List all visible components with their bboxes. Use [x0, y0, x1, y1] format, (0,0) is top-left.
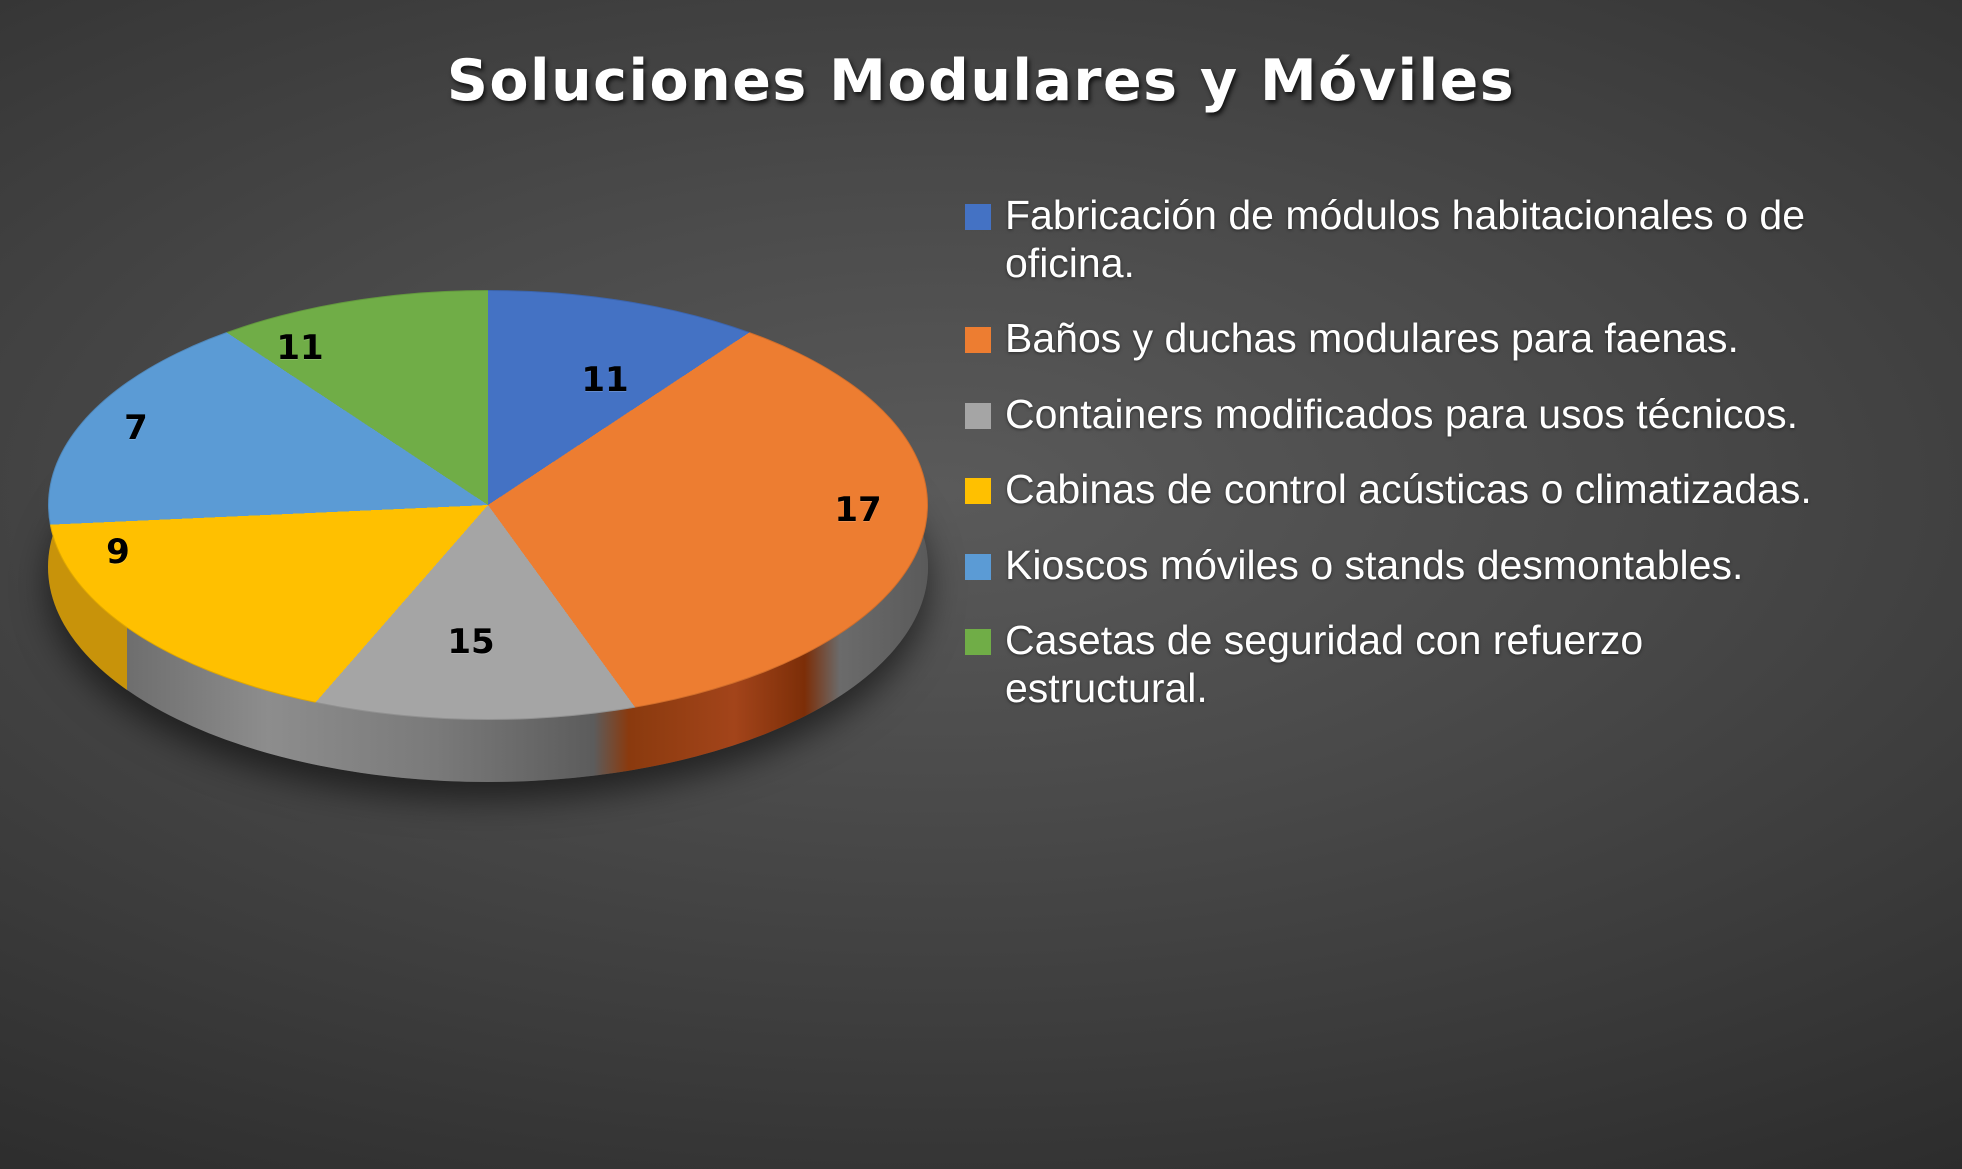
legend-item[interactable]	[965, 391, 1865, 439]
legend-swatch-icon	[965, 204, 991, 230]
legend-item-label: Baños y duchas modulares para faenas.	[1005, 315, 1739, 362]
chart-legend	[965, 192, 1865, 740]
slice-label-3: 9	[106, 532, 130, 572]
slice-label-2: 15	[447, 622, 495, 662]
slice-label-0: 11	[581, 360, 629, 400]
legend-item-label: Fabricación de módulos habitacionales o de oficina.	[1005, 192, 1806, 286]
legend-item[interactable]	[965, 617, 1865, 712]
legend-swatch-icon	[965, 629, 991, 655]
legend-swatch-icon	[965, 327, 991, 353]
legend-item-label: Containers modificados para usos técnicos.	[1005, 390, 1799, 437]
legend-item-label: Casetas de seguridad con refuerzo estructural.	[1005, 617, 1644, 711]
legend-item[interactable]	[965, 315, 1865, 363]
legend-item[interactable]	[965, 466, 1865, 514]
legend-swatch-icon	[965, 554, 991, 580]
legend-swatch-icon	[965, 403, 991, 429]
legend-item[interactable]	[965, 192, 1865, 287]
pie-chart[interactable]	[48, 290, 928, 770]
slice-label-1: 17	[834, 490, 882, 530]
page-title: Soluciones Modulares y Móviles	[446, 48, 1516, 114]
legend-item-label: Kioscos móviles o stands desmontables.	[1005, 541, 1744, 588]
legend-swatch-icon	[965, 478, 991, 504]
slice-label-5: 11	[276, 328, 324, 368]
slice-label-4: 7	[124, 408, 148, 448]
legend-item[interactable]	[965, 542, 1865, 590]
legend-item-label: Cabinas de control acústicas o climatizadas.	[1005, 466, 1812, 513]
